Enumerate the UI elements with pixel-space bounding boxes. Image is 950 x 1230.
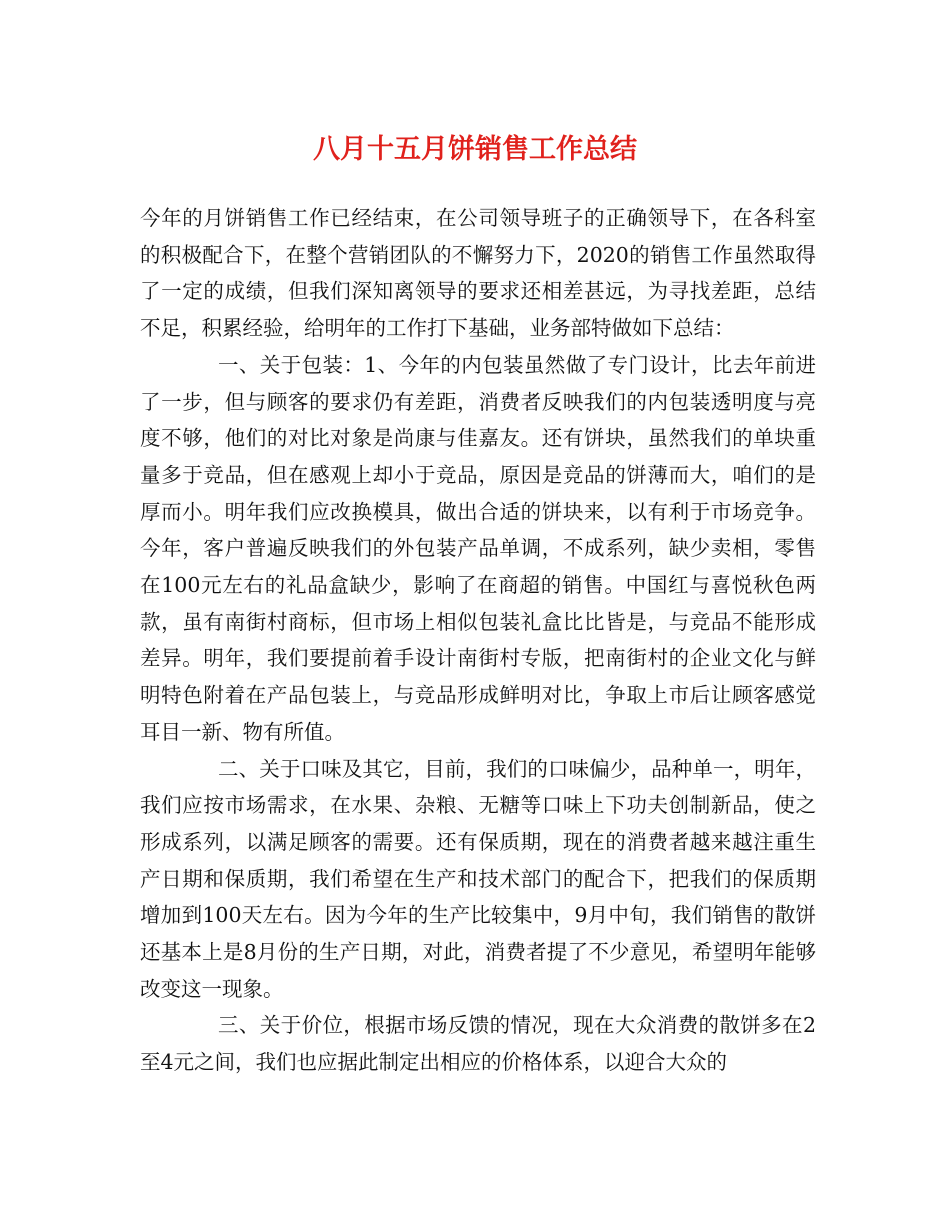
packaging-paragraph: 一、关于包装：1、今年的内包装虽然做了专门设计，比去年前进了一步，但与顾客的要求仍有差距，消费者反映我们的内包装透明度与亮度不够，他们的对比对象是尚康与佳嘉友。还有饼块，虽然我们的单块重量多于竞品，但在感观上却小于竞品，原因是竞品的饼薄而大，咱们的是厚而小。明年我们应改换模具，做出合适的饼块来，以有利于市场竞争。今年，客户普遍反映我们的外包装产品单调，不成系列，缺少卖相，零售在100元左右的礼品盒缺少，影响了在商超的销售。中国红与喜悦秋色两款，虽有南街村商标，但市场上相似包装礼盒比比皆是，与竞品不能形成差异。明年，我们要提前着手设计南街村专版，把南街村的企业文化与鲜明特色附着在产品包装上，与竞品形成鲜明对比，争取上市后让顾客感觉耳目一新、物有所值。 [140, 352, 816, 744]
price-paragraph: 三、关于价位，根据市场反馈的情况，现在大众消费的散饼多在2至4元之间，我们也应据此制定出相应的价格体系，以迎合大众的 [140, 1013, 816, 1075]
document-body [140, 200, 816, 1081]
flavor-paragraph: 二、关于口味及其它，目前，我们的口味偏少，品种单一，明年，我们应按市场需求，在水果、杂粮、无糖等口味上下功夫创制新品，使之形成系列，以满足顾客的需要。还有保质期，现在的消费者越来越注重生产日期和保质期，我们希望在生产和技术部门的配合下，把我们的保质期增加到100天左右。因为今年的生产比较集中，9月中旬，我们销售的散饼还基本上是8月份的生产日期，对此，消费者提了不少意见，希望明年能够改变这一现象。 [140, 756, 816, 1001]
document-title: 八月十五月饼销售工作总结 [313, 134, 637, 165]
intro-paragraph: 今年的月饼销售工作已经结束，在公司领导班子的正确领导下，在各科室的积极配合下，在整个营销团队的不懈努力下，2020的销售工作虽然取得了一定的成绩，但我们深知离领导的要求还相差甚远，为寻找差距，总结不足，积累经验，给明年的工作打下基础，业务部特做如下总结： [140, 206, 816, 341]
